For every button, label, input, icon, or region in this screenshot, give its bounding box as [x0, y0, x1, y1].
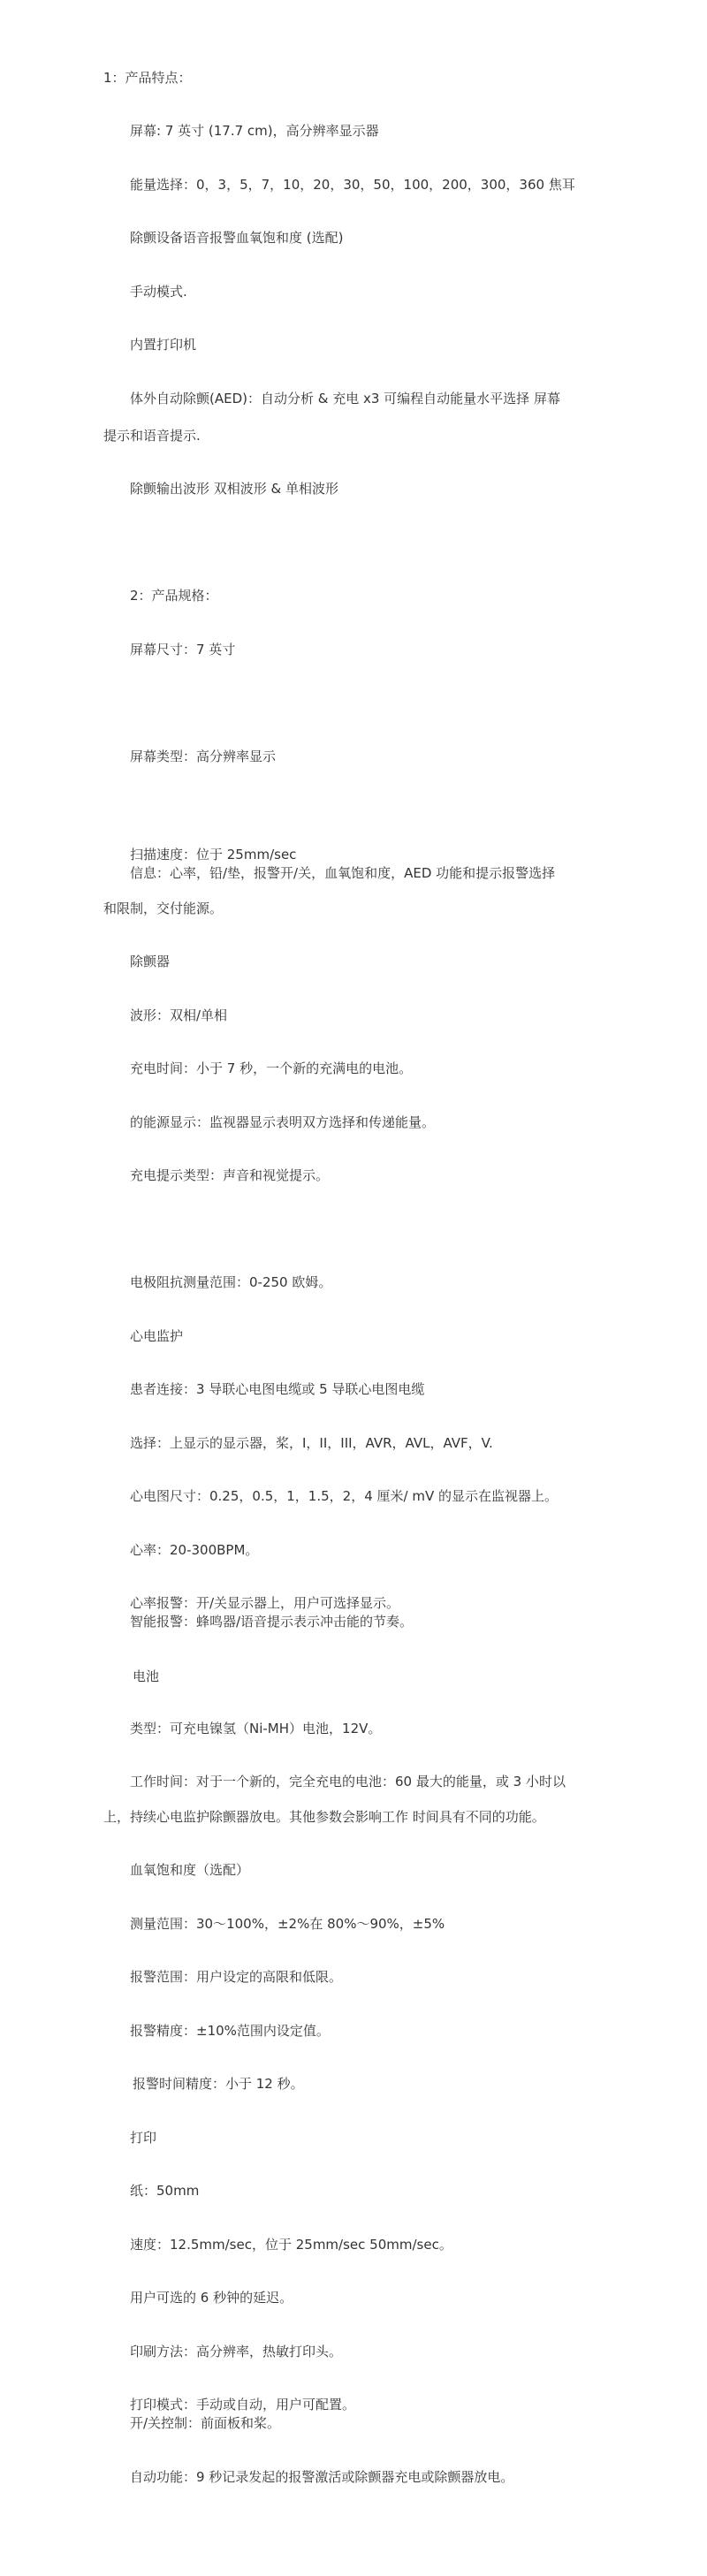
spec-patient-connection: 患者连接：3 导联心电图电缆或 5 导联心电图电缆: [130, 1381, 425, 1397]
feature-printer: 内置打印机: [130, 337, 197, 353]
spec-battery-type: 类型：可充电镍氢（Ni-MH）电池，12V。: [130, 1721, 382, 1736]
spec-charge-time: 充电时间：小于 7 秒，一个新的充满电的电池。: [130, 1060, 413, 1076]
defibrillator-heading: 除颤器: [130, 954, 171, 969]
feature-aed: 体外自动除颤(AED)：自动分析 & 充电 x3 可编程自动能量水平选择 屏幕: [130, 391, 560, 407]
spec-alarm-range: 报警范围：用户设定的高限和低限。: [130, 1969, 343, 1985]
spec-operating-time-cont: 上，持续心电监护除颤器放电。其他参数会影响工作 时间具有不同的功能。: [103, 1809, 545, 1825]
spec-paper: 纸：50mm: [130, 2183, 200, 2199]
feature-waveform: 除颤输出波形 双相波形 & 单相波形: [130, 481, 339, 497]
spec-delay: 用户可选的 6 秒钟的延迟。: [130, 2290, 293, 2306]
spec-charge-prompt: 充电提示类型：声音和视觉提示。: [130, 1167, 330, 1183]
spec-info: 信息：心率，铅/垫，报警开/关，血氧饱和度，AED 功能和提示报警选择: [130, 865, 556, 881]
feature-manual: 手动模式.: [130, 284, 187, 300]
spec-screen-type: 屏幕类型：高分辨率显示: [130, 748, 277, 764]
spec-print-speed: 速度：12.5mm/sec，位于 25mm/sec 50mm/sec。: [130, 2237, 452, 2253]
spec-smart-alarm: 智能报警：蜂鸣器/语音提示表示冲击能的节奏。: [130, 1614, 414, 1630]
spec-sweep-speed: 扫描速度：位于 25mm/sec: [130, 847, 297, 862]
spec-heart-rate: 心率：20-300BPM。: [130, 1542, 259, 1558]
spec-operating-time: 工作时间：对于一个新的，完全充电的电池：60 最大的能量，或 3 小时以: [130, 1774, 566, 1790]
specs-heading: 2：产品规格：: [130, 588, 218, 604]
spec-lead-selection: 选择：上显示的显示器，桨，I，II，III，AVR，AVL，AVF，V.: [130, 1435, 493, 1451]
spec-alarm-time: 报警时间精度：小于 12 秒。: [133, 2076, 304, 2092]
spec-auto-function: 自动功能：9 秒记录发起的报警激活或除颤器充电或除颤器放电。: [130, 2469, 514, 2485]
spec-impedance: 电极阻抗测量范围：0-250 欧姆。: [130, 1274, 332, 1290]
spec-info-cont: 和限制，交付能源。: [103, 900, 224, 916]
spec-onoff-control: 开/关控制：前面板和桨。: [130, 2415, 281, 2431]
spec-ecg-size: 心电图尺寸：0.25，0.5，1，1.5，2，4 厘米/ mV 的显示在监视器上。: [130, 1488, 558, 1504]
print-heading: 打印: [130, 2130, 157, 2146]
spec-measure-range: 测量范围：30～100%，±2%在 80%～90%，±5%: [130, 1916, 445, 1932]
spec-energy-display: 的能源显示：监视器显示表明双方选择和传递能量。: [130, 1114, 436, 1130]
features-heading: 1：产品特点：: [103, 70, 192, 86]
feature-voice-spo2: 除颤设备语音报警血氧饱和度 (选配): [130, 230, 344, 246]
spo2-heading: 血氧饱和度（选配）: [130, 1862, 250, 1878]
feature-energy: 能量选择：0，3，5，7，10，20，30，50，100，200，300，360 焦耳: [130, 177, 575, 193]
spec-print-method: 印刷方法：高分辨率，热敏打印头。: [130, 2344, 343, 2359]
spec-alarm-accuracy: 报警精度：±10%范围内设定值。: [130, 2023, 330, 2039]
spec-waveform: 波形：双相/单相: [130, 1007, 228, 1023]
spec-print-mode: 打印模式：手动或自动，用户可配置。: [130, 2397, 356, 2413]
spec-screen-size: 屏幕尺寸：7 英寸: [130, 642, 236, 657]
ecg-heading: 心电监护: [130, 1328, 184, 1344]
feature-aed-cont: 提示和语音提示.: [103, 428, 201, 444]
spec-hr-alarm: 心率报警：开/关显示器上，用户可选择显示。: [130, 1595, 400, 1611]
feature-screen: 屏幕: 7 英寸 (17.7 cm)，高分辨率显示器: [130, 123, 379, 139]
battery-heading: 电池: [133, 1668, 160, 1684]
